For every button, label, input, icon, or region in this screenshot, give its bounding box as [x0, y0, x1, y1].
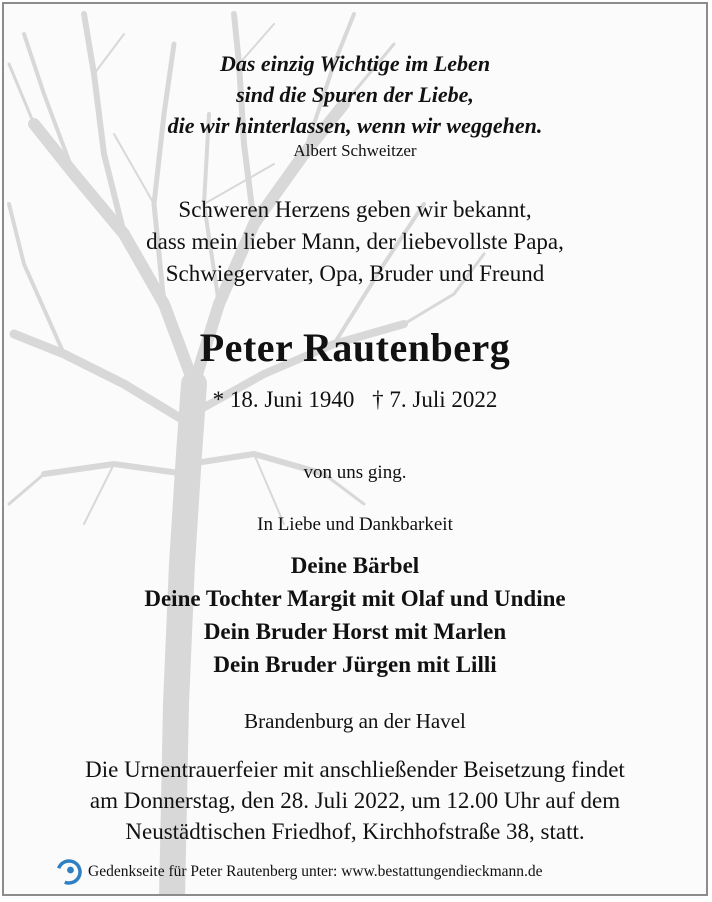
- intro-line-2: dass mein lieber Mann, der liebevollste Papa,: [146, 229, 564, 254]
- quote-line-1: Das einzig Wichtige im Leben: [219, 51, 491, 76]
- quote-line-2: sind die Spuren der Liebe,: [236, 82, 474, 107]
- family-line-1: Deine Bärbel: [290, 553, 420, 578]
- family-line-2: Deine Tochter Margit mit Olaf und Undine: [144, 586, 566, 611]
- obituary-content: [4, 4, 706, 894]
- ceremony-line-3: Neustädtischen Friedhof, Kirchhofstraße 38, statt.: [125, 819, 585, 844]
- intro-line-1: Schweren Herzens geben wir bekannt,: [178, 197, 532, 222]
- family-line-4: Dein Bruder Jürgen mit Lilli: [213, 652, 497, 677]
- family-line-3: Dein Bruder Horst mit Marlen: [203, 619, 507, 644]
- passing-text: von uns ging.: [303, 462, 407, 483]
- ceremony-line-1: Die Urnentrauerfeier mit anschließender Beisetzung findet: [85, 757, 625, 782]
- intro-line-3: Schwiegervater, Opa, Bruder und Freund: [165, 261, 545, 286]
- death-date: † 7. Juli 2022: [372, 387, 498, 412]
- quote-line-3: die wir hinterlassen, wenn wir weggehen.: [167, 113, 543, 138]
- life-dates: [4, 387, 706, 413]
- memorial-page-footer: [56, 859, 543, 885]
- quote-author: Albert Schweitzer: [293, 141, 417, 160]
- location: Brandenburg an der Havel: [244, 709, 466, 733]
- memorial-page-link[interactable]: Gedenkseite für Peter Rautenberg unter: www.bestattungendieckmann.de: [88, 863, 543, 880]
- circle-arc-logo-icon: [56, 859, 82, 885]
- dedication: In Liebe und Dankbarkeit: [257, 514, 453, 535]
- birth-date: * 18. Juni 1940: [212, 387, 355, 412]
- deceased-name: Peter Rautenberg: [199, 325, 511, 370]
- ceremony-line-2: am Donnerstag, den 28. Juli 2022, um 12.00 Uhr auf dem: [89, 788, 621, 813]
- obituary-card: [2, 2, 708, 896]
